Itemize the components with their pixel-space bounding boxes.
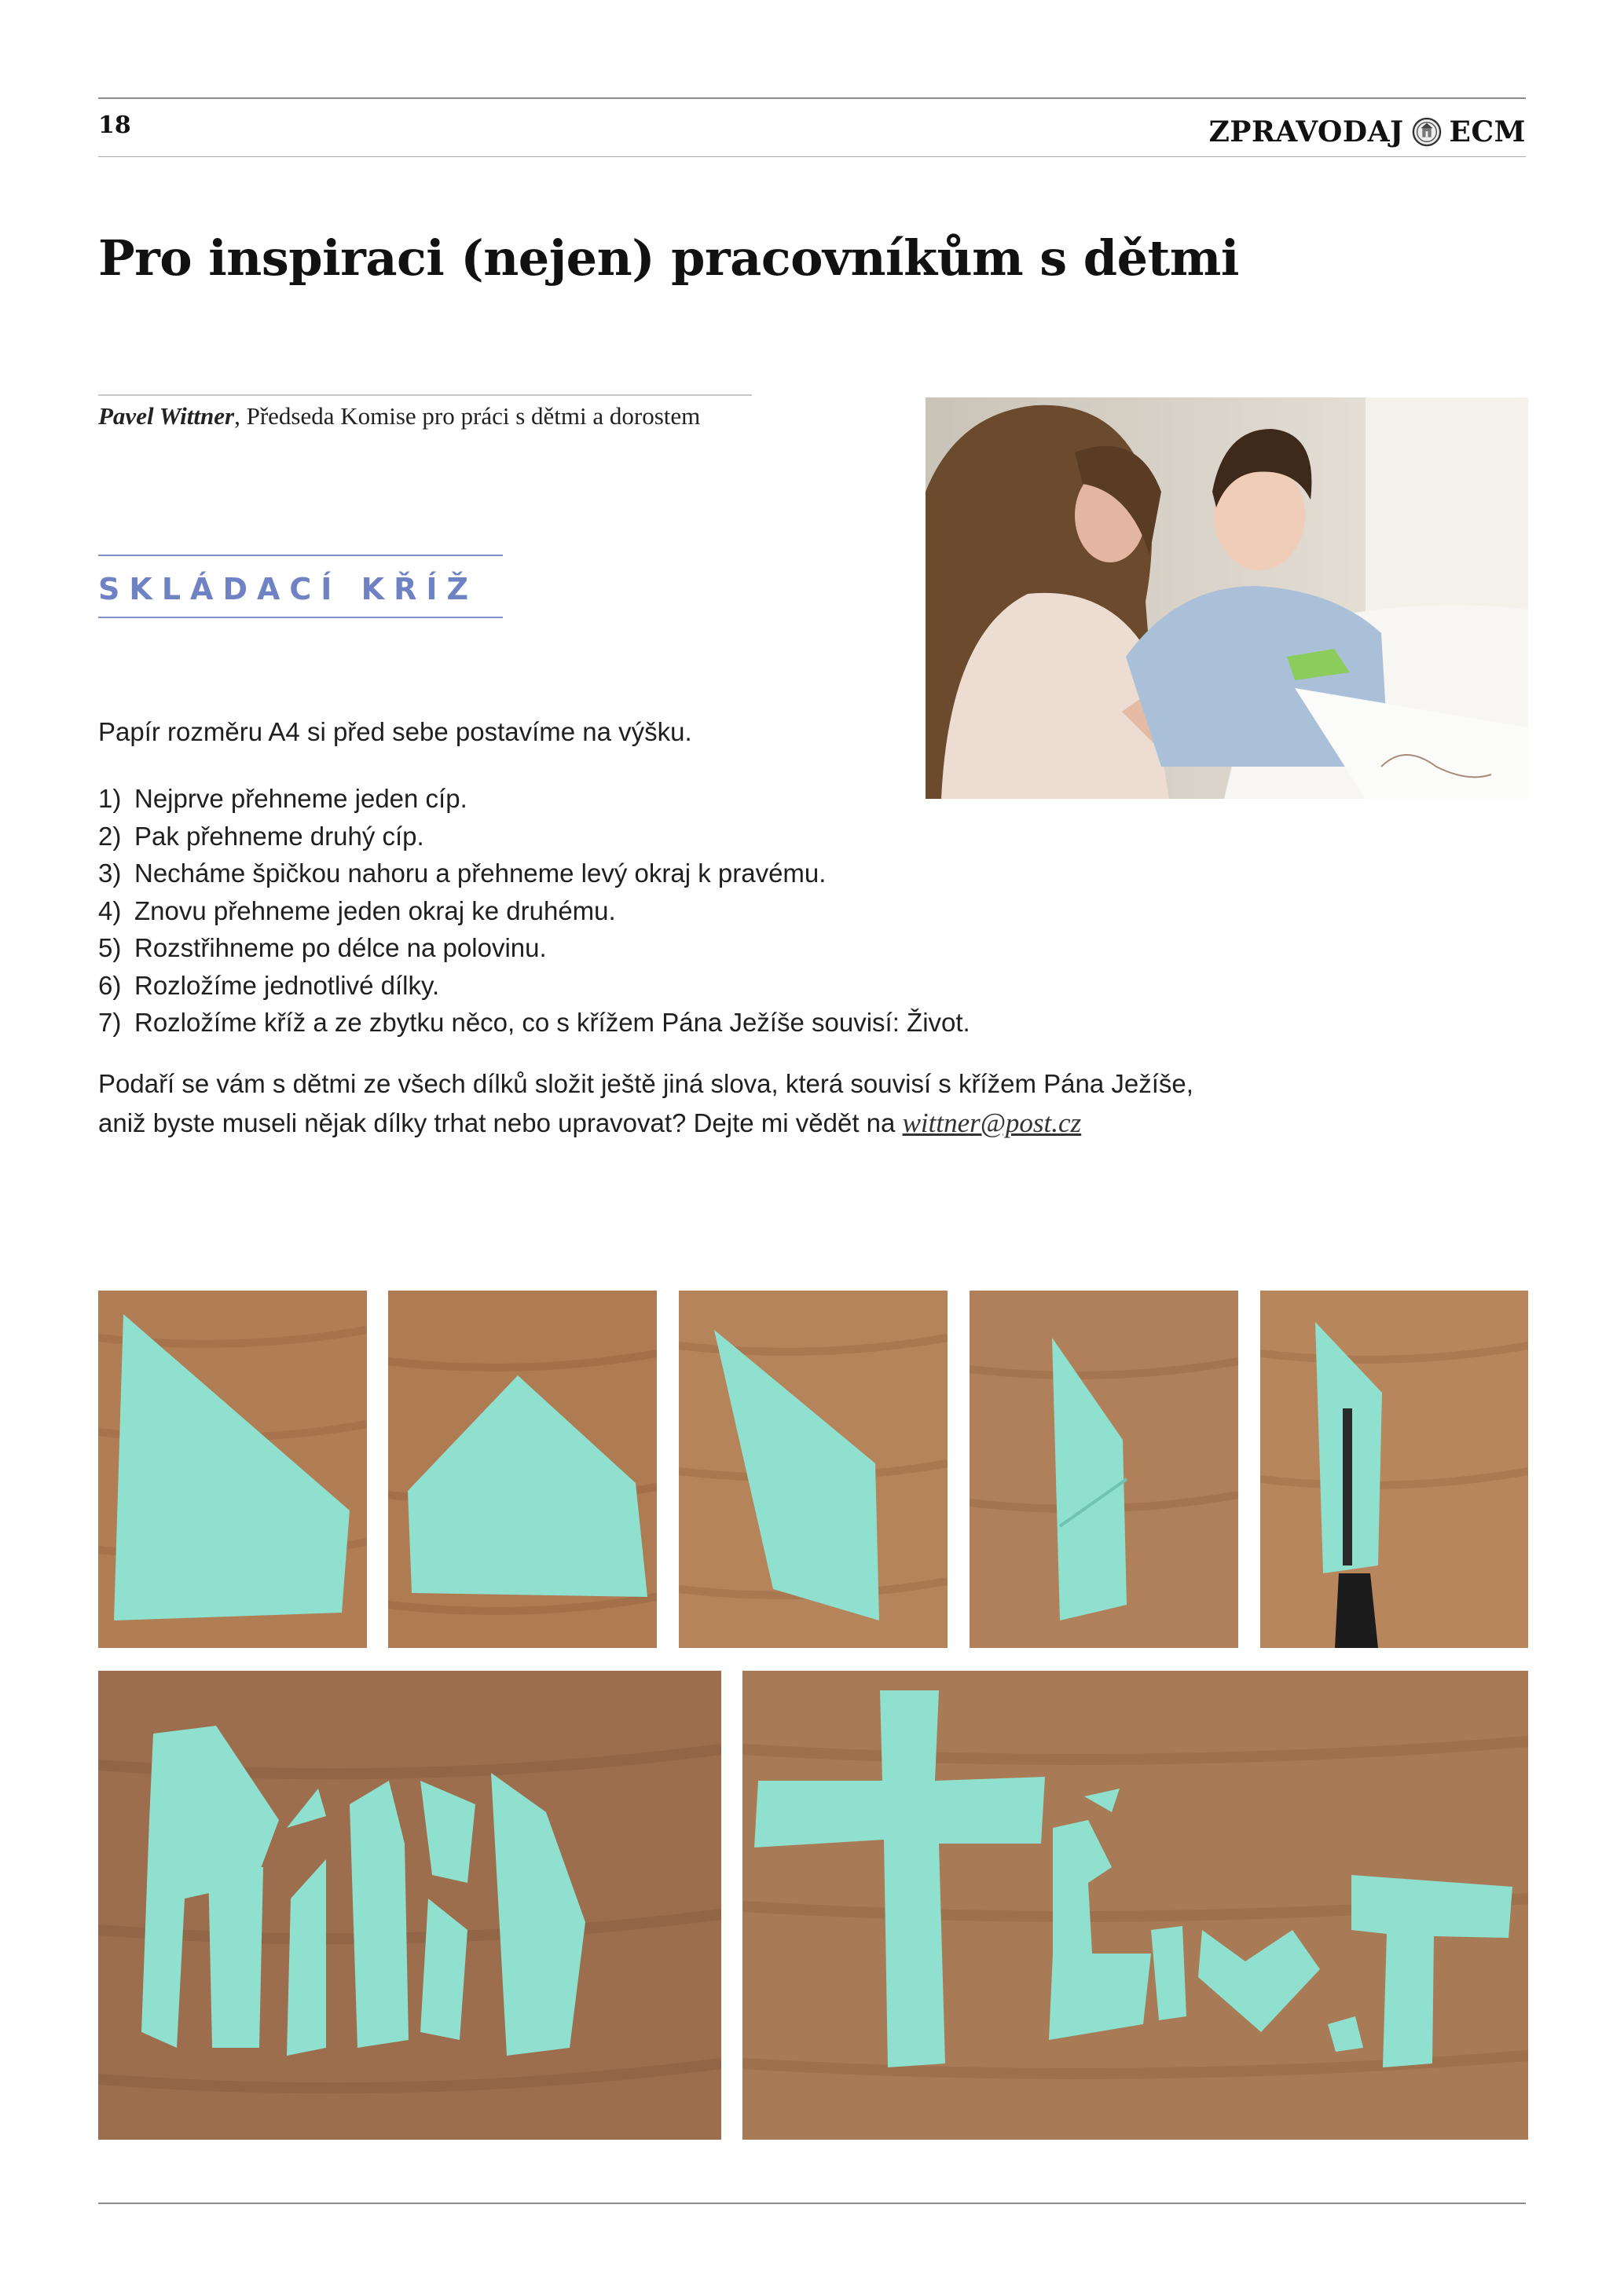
list-item: 1) Nejprve přehneme jeden cíp. — [98, 784, 467, 813]
intro-paragraph: Papír rozměru A4 si před sebe postavíme na výšku. — [98, 717, 692, 746]
author-name: Pavel Wittner — [98, 402, 235, 430]
list-item: 7) Rozložíme kříž a ze zbytku něco, co s křížem Pána Ježíše souvisí: Život. — [98, 1008, 970, 1037]
byline-rule — [98, 394, 752, 396]
section-heading: SKLÁDACÍ KŘÍŽ — [98, 572, 478, 606]
photo-step-1 — [98, 1291, 367, 1648]
masthead-right: ECM — [1449, 115, 1526, 148]
section-rule-bottom — [98, 617, 503, 618]
closing-line-1: Podaří se vám s dětmi ze všech dílků složit ještě jiná slova, která souvisí s křížem Pána Ježíše, — [98, 1069, 1193, 1098]
author-role: , Předseda Komise pro práci s dětmi a dorostem — [234, 402, 701, 430]
list-item: 2) Pak přehneme druhý cíp. — [98, 821, 424, 851]
top-rule — [98, 97, 1526, 99]
closing-paragraph — [98, 1064, 1193, 1143]
photo-step-3 — [679, 1291, 948, 1648]
photo-cross-and-zivot — [742, 1671, 1528, 2140]
photo-step-4 — [970, 1291, 1238, 1648]
list-item: 5) Rozstřihneme po délce na polovinu. — [98, 933, 547, 962]
closing-line-2: aniž byste museli nějak dílky trhat nebo upravovat? Dejte mi vědět na wittner@post.cz — [98, 1104, 1193, 1143]
list-item: 6) Rozložíme jednotlivé dílky. — [98, 970, 440, 1000]
photo-mother-child — [926, 397, 1528, 799]
byline — [98, 402, 700, 430]
section-rule-top — [98, 555, 503, 556]
masthead — [1209, 115, 1526, 149]
article-title: Pro inspiraci (nejen) pracovníkům s dětmi — [98, 229, 1239, 287]
email-link[interactable]: wittner@post.cz — [902, 1108, 1082, 1138]
photo-step-5 — [1260, 1291, 1528, 1648]
list-item: 3) Necháme špičkou nahoru a přehneme levý okraj k pravému. — [98, 859, 827, 888]
church-seal-icon — [1412, 117, 1442, 147]
photo-step-2 — [388, 1291, 657, 1648]
steps-list — [98, 780, 970, 1042]
masthead-left: ZPRAVODAJ — [1208, 115, 1404, 148]
page-number: 18 — [98, 112, 131, 139]
header-bottom-rule — [98, 156, 1526, 157]
footer-rule — [98, 2203, 1526, 2204]
list-item: 4) Znovu přehneme jeden okraj ke druhému. — [98, 895, 616, 925]
photo-pieces-laid-out — [98, 1671, 721, 2140]
